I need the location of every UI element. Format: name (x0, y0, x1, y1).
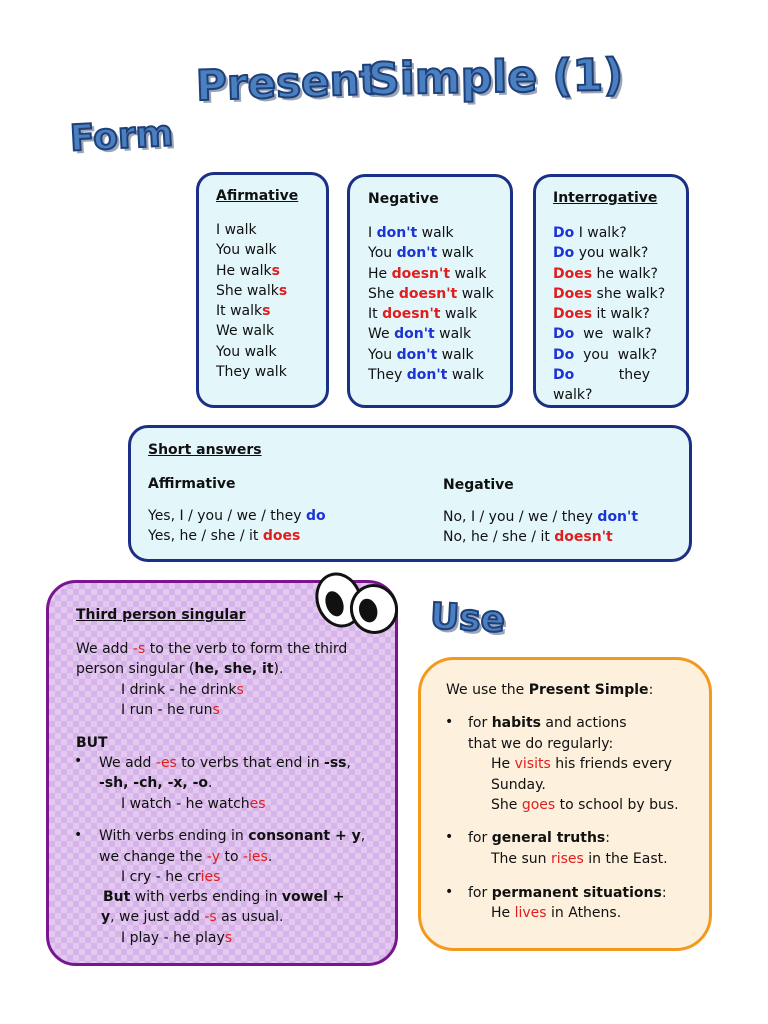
bullet: • (445, 714, 454, 730)
list-item: It walks (216, 303, 271, 320)
third-example-5: I play - he plays (121, 930, 233, 946)
third-line-2: person singular (he, she, it). (76, 661, 284, 677)
use-box (418, 657, 712, 951)
list-item: Does he walk? (553, 265, 658, 282)
use-example-2: She goes to school by bus. (491, 797, 679, 813)
short-aff-line-2: Yes, he / she / it does (148, 528, 301, 544)
affirmative-list (216, 220, 287, 382)
interrogative-list (553, 223, 665, 406)
short-aff-line-1: Yes, I / you / we / they do (148, 508, 326, 524)
list-item: You don't walk (368, 245, 474, 262)
bullet: • (74, 753, 83, 769)
list-item: She doesn't walk (368, 285, 494, 302)
affirmative-heading: Afirmative (216, 188, 299, 204)
list-item: We walk (216, 323, 275, 340)
eyes-icon (314, 570, 400, 634)
third-bullet-2: With verbs ending in consonant + y, (99, 828, 366, 844)
list-item: Do I walk? (553, 225, 627, 241)
third-bullet-3: But with verbs ending in vowel + (103, 889, 345, 905)
section-form-heading: Form (68, 113, 175, 160)
pupil-icon (322, 589, 347, 619)
short-answers-heading: Short answers (148, 442, 262, 458)
list-item: I walk (216, 222, 257, 238)
short-aff-heading: Affirmative (148, 476, 236, 492)
bullet: • (74, 827, 83, 843)
list-item: Do you walk? (553, 346, 658, 363)
third-example-3: I watch - he watches (121, 796, 266, 812)
list-item: He walks (216, 262, 280, 279)
list-item: Do they (553, 367, 651, 384)
third-line-1: We add -s to the verb to form the third (76, 641, 348, 657)
use-bullet-1: for habits and actions (468, 715, 627, 731)
use-example-3: The sun rises in the East. (491, 851, 668, 867)
interrogative-box (533, 174, 689, 408)
list-item: Does she walk? (553, 285, 666, 302)
use-bullet-2: for general truths: (468, 830, 610, 846)
list-item: They walk (216, 364, 287, 381)
list-item: He doesn't walk (368, 265, 487, 282)
third-bullet-1-line-2: -sh, -ch, -x, -o. (99, 775, 213, 791)
short-neg-line-1: No, I / you / we / they don't (443, 509, 639, 525)
negative-heading: Negative (368, 191, 439, 207)
use-example-1: He visits his friends every (491, 756, 672, 772)
list-item: It doesn't walk (368, 306, 477, 323)
list-item: She walks (216, 282, 288, 299)
use-bullet-1-line-2: that we do regularly: (468, 736, 614, 752)
third-example-2: I run - he runs (121, 702, 220, 718)
list-item: You don't walk (368, 346, 474, 363)
third-but: BUT (76, 735, 108, 751)
bullet: • (445, 829, 454, 845)
third-bullet-2-line-2: we change the -y to -ies. (99, 849, 273, 865)
title-simple: Simple (1) (367, 49, 624, 106)
pupil-icon (356, 597, 380, 625)
short-neg-line-2: No, he / she / it doesn't (443, 529, 613, 545)
third-person-heading: Third person singular (76, 607, 246, 623)
list-item: We don't walk (368, 326, 472, 343)
negative-list (368, 223, 494, 385)
use-example-1-line-2: Sunday. (491, 777, 546, 793)
third-bullet-1: We add -es to verbs that end in -ss, (99, 755, 351, 771)
short-neg-heading: Negative (443, 477, 514, 493)
list-item-wrap: walk? (553, 387, 593, 404)
third-person-box (46, 580, 398, 966)
list-item: Do you walk? (553, 245, 649, 262)
list-item: I don't walk (368, 225, 454, 241)
short-answers-box (128, 425, 692, 562)
third-example-1: I drink - he drinks (121, 682, 244, 698)
list-item: You walk (216, 343, 277, 360)
use-intro: We use the Present Simple: (446, 682, 654, 698)
third-bullet-3-line-2: y, we just add -s as usual. (101, 909, 284, 925)
affirmative-box (196, 172, 329, 408)
bullet: • (445, 884, 454, 900)
interrogative-heading: Interrogative (553, 190, 658, 206)
list-item: You walk (216, 242, 277, 259)
use-example-4: He lives in Athens. (491, 905, 622, 921)
title-present: Present (195, 54, 381, 111)
list-item: They don't walk (368, 367, 484, 384)
list-item: Do we walk? (553, 326, 652, 343)
negative-box (347, 174, 513, 408)
list-item: Does it walk? (553, 306, 650, 323)
third-example-4: I cry - he cries (121, 869, 221, 885)
use-bullet-3: for permanent situations: (468, 885, 667, 901)
section-use-heading: Use (428, 596, 507, 641)
